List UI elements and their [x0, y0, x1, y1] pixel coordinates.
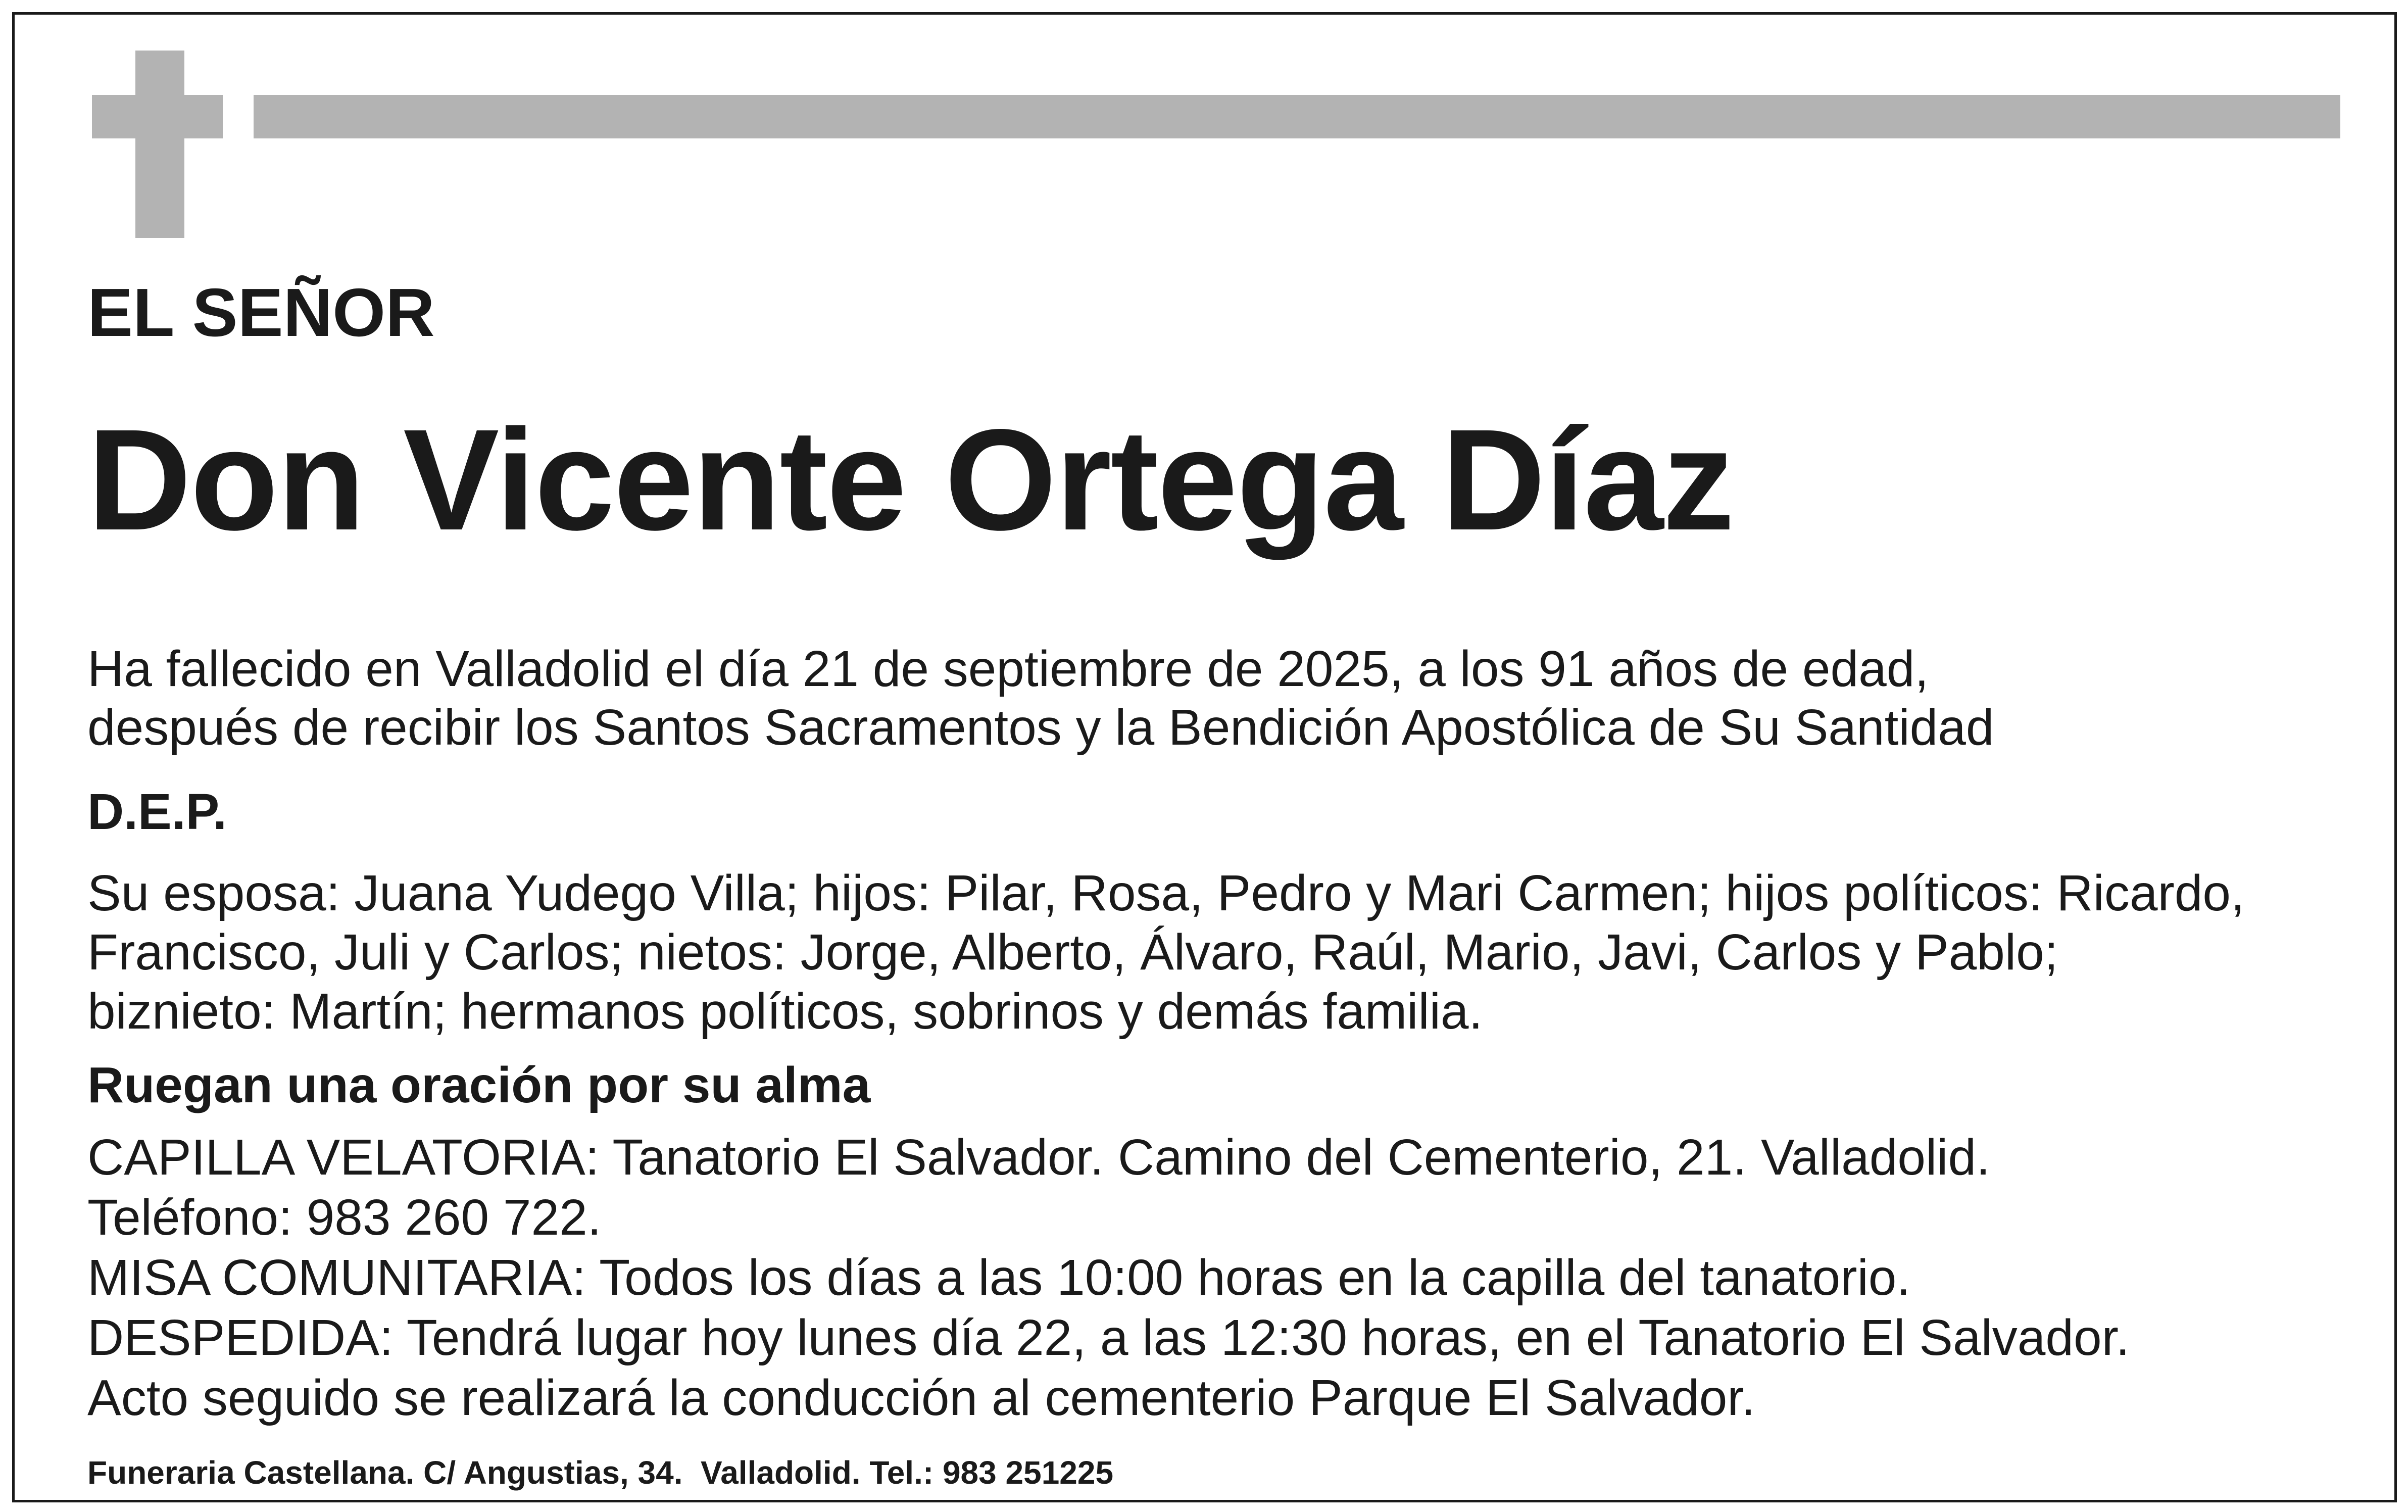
service-line-farewell: DESPEDIDA: Tendrá lugar hoy lunes día 22, a las 12:30 horas, en el Tanatorio El Salvador.	[87, 1309, 2130, 1366]
funeral-home-footer: Funeraria Castellana. C/ Angustias, 34. Valladolid. Tel.: 983 251225	[87, 1454, 1114, 1491]
service-line-burial: Acto seguido se realizará la conducción al cementerio Parque El Salvador.	[87, 1370, 1755, 1426]
family-list	[87, 864, 2245, 1041]
service-line-mass: MISA COMUNITARIA: Todos los días a las 10:00 horas en la capilla del tanatorio.	[87, 1249, 1911, 1306]
death-notice	[87, 640, 1994, 757]
rip-text: D.E.P.	[87, 784, 227, 840]
deceased-name: Don Vicente Ortega Díaz	[87, 400, 1734, 560]
family-line: biznieto: Martín; hermanos políticos, sobrinos y demás familia.	[87, 983, 1483, 1040]
title-prefix: EL SEÑOR	[87, 274, 435, 351]
service-details	[87, 1128, 2130, 1428]
cross-icon-crossbar	[92, 95, 223, 138]
cross-icon	[135, 51, 184, 238]
family-line: Su esposa: Juana Yudego Villa; hijos: Pilar, Rosa, Pedro y Mari Carmen; hijos políticos: Ricardo,	[87, 865, 2245, 921]
death-notice-line: Ha fallecido en Valladolid el día 21 de septiembre de 2025, a los 91 años de edad,	[87, 641, 1929, 697]
service-line-phone: Teléfono: 983 260 722.	[87, 1189, 602, 1246]
header-rule	[254, 95, 2340, 138]
prayer-request: Ruegan una oración por su alma	[87, 1057, 871, 1113]
service-line-wake: CAPILLA VELATORIA: Tanatorio El Salvador. Camino del Cementerio, 21. Valladolid.	[87, 1129, 1990, 1186]
death-notice-line: después de recibir los Santos Sacramentos y la Bendición Apostólica de Su Santidad	[87, 699, 1994, 756]
family-line: Francisco, Juli y Carlos; nietos: Jorge, Alberto, Álvaro, Raúl, Mario, Javi, Carlos y Pablo;	[87, 924, 2058, 981]
